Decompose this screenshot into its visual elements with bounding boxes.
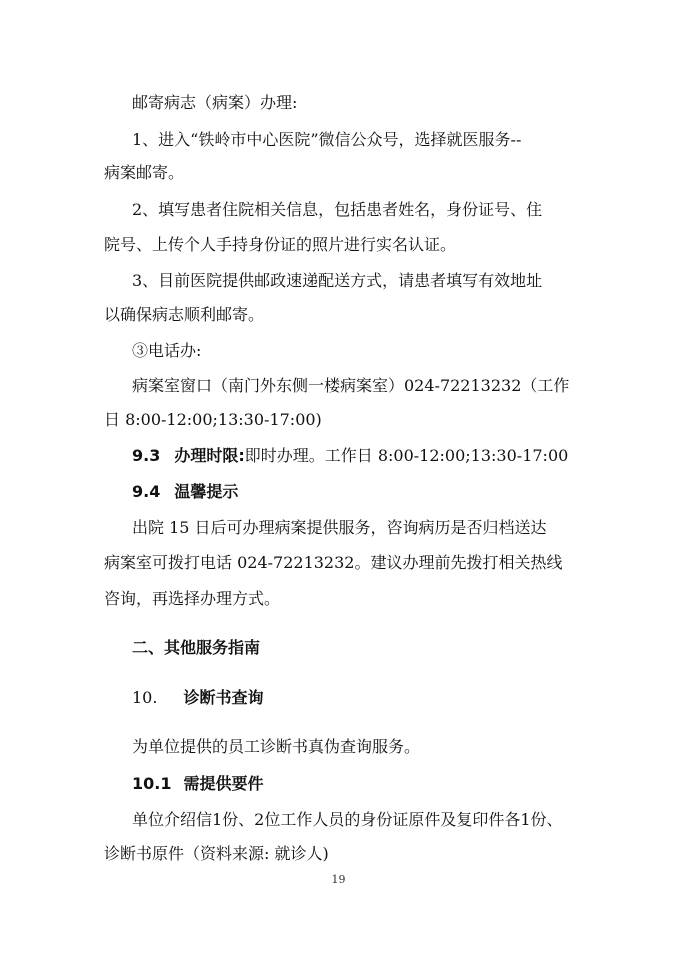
section-10 bbox=[132, 688, 263, 708]
paragraph-line: 邮寄病志（病案）办理: bbox=[132, 93, 298, 112]
section-title: 办理时限: bbox=[174, 446, 245, 465]
paragraph-line: 日 8:00-12:00;13:30-17:00) bbox=[104, 410, 322, 429]
paragraph-line: 咨询，再选择办理方式。 bbox=[104, 589, 281, 608]
section-9-3 bbox=[132, 446, 568, 466]
paragraph-line: 病案室窗口（南门外东侧一楼病案室）024-72213232（工作 bbox=[132, 376, 570, 395]
section-number: 10. bbox=[132, 688, 158, 707]
paragraph-line: 以确保病志顺利邮寄。 bbox=[104, 305, 265, 324]
paragraph-line: 2、填写患者住院相关信息，包括患者姓名，身份证号、住 bbox=[132, 200, 543, 219]
paragraph-line: 病案室可拨打电话 024-72213232。建议办理前先拨打相关热线 bbox=[104, 553, 563, 572]
chapter-heading: 二、其他服务指南 bbox=[132, 638, 261, 657]
paragraph-line: 出院 15 日后可办理病案提供服务，咨询病历是否归档送达 bbox=[132, 518, 547, 537]
section-number: 9.4 bbox=[132, 482, 161, 501]
section-number: 9.3 bbox=[132, 446, 161, 465]
paragraph-line: ③电话办: bbox=[132, 341, 202, 360]
section-text: 即时办理。工作日 8:00-12:00;13:30-17:00 bbox=[244, 446, 569, 465]
section-title: 诊断书查询 bbox=[183, 688, 264, 707]
paragraph-line: 1、进入“铁岭市中心医院”微信公众号，选择就医服务-- bbox=[132, 130, 522, 149]
paragraph-line: 为单位提供的员工诊断书真伪查询服务。 bbox=[132, 737, 421, 756]
section-title: 需提供要件 bbox=[183, 774, 264, 793]
paragraph-line: 3、目前医院提供邮政速递配送方式，请患者填写有效地址 bbox=[132, 271, 543, 290]
section-number: 10.1 bbox=[132, 774, 172, 793]
paragraph-line: 单位介绍信1份、2位工作人员的身份证原件及复印件各1份、 bbox=[132, 810, 563, 829]
page-number: 19 bbox=[331, 873, 346, 886]
paragraph-line: 病案邮寄。 bbox=[104, 163, 185, 182]
section-9-4 bbox=[132, 482, 238, 502]
paragraph-line: 诊断书原件（资料来源: 就诊人) bbox=[104, 844, 329, 863]
paragraph-line: 院号、上传个人手持身份证的照片进行实名认证。 bbox=[104, 235, 457, 254]
section-title: 温馨提示 bbox=[174, 482, 239, 501]
section-10-1 bbox=[132, 774, 264, 794]
